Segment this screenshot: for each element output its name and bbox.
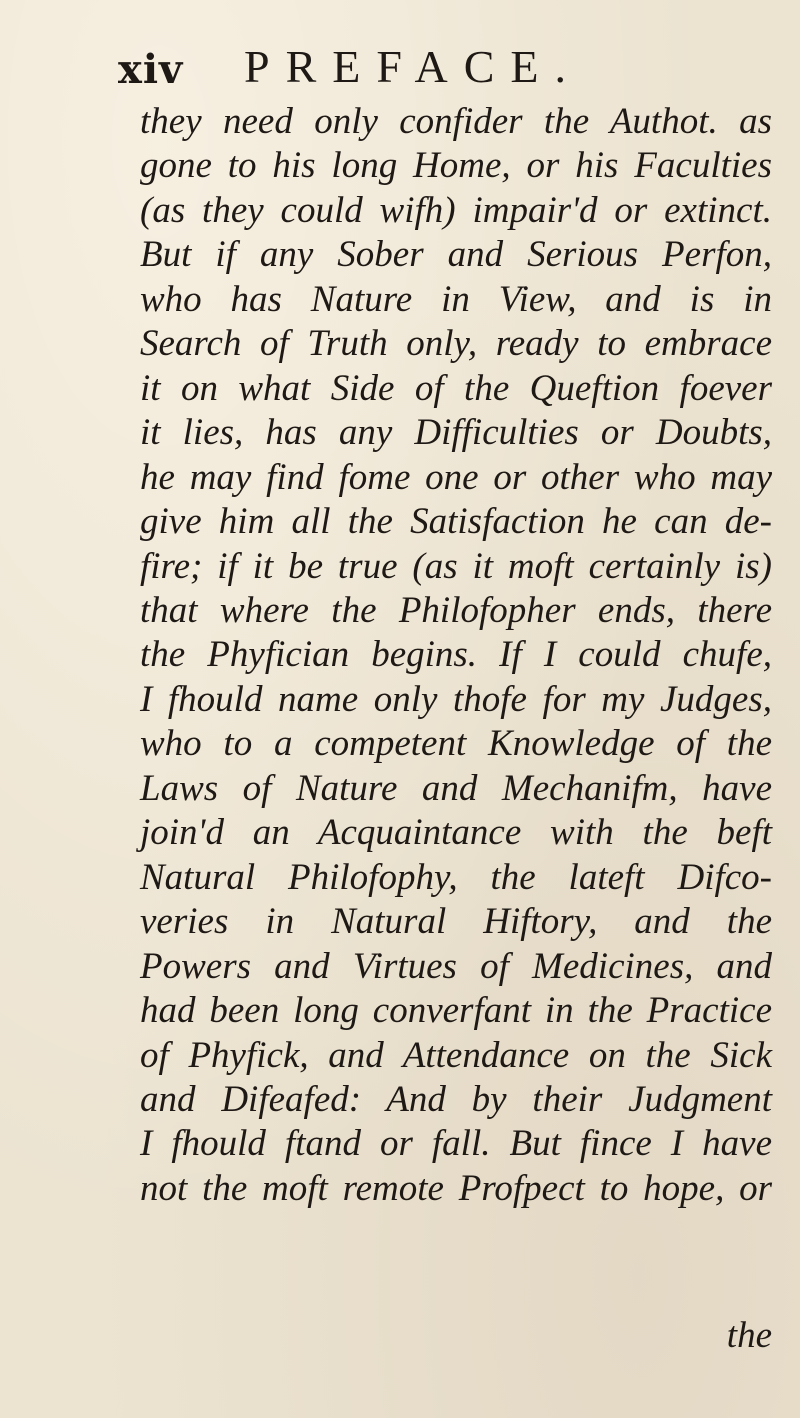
text-line: it lies, has any Difficulties or Doubts, [140, 412, 772, 454]
body-text [140, 100, 772, 1356]
text-line: it on what Side of the Queftion foever [140, 367, 772, 409]
text-line: Powers and Virtues of Medicines, and [140, 945, 772, 987]
text-line: Search of Truth only, ready to embrace [140, 323, 772, 365]
text-line: I fhould ftand or fall. But fince I have [140, 1123, 772, 1165]
text-line: and Difeafed: And by their Judgment [140, 1078, 772, 1120]
text-line: of Phyfick, and Attendance on the Sick [140, 1034, 772, 1076]
text-line: they need only confider the Authot. as [140, 101, 772, 142]
text-line: he may find fome one or other who may [140, 456, 772, 498]
text-line: join'd an Acquaintance with the beft [140, 812, 772, 854]
text-line: Laws of Nature and Mechanifm, have [140, 767, 772, 809]
text-line: the Phyfician begins. If I could chufe, [140, 634, 772, 676]
page-header [118, 40, 758, 96]
text-line: give him all the Satisfaction he can de- [140, 501, 772, 543]
catchword: the [726, 1315, 772, 1356]
text-line: gone to his long Home, or his Faculties [140, 145, 772, 187]
text-line: But if any Sober and Serious Perfon, [140, 234, 772, 276]
text-line: that where the Philofopher ends, there [140, 589, 772, 631]
text-line: veries in Natural Hiftory, and the [140, 901, 772, 943]
page-number: xiv [118, 46, 184, 93]
text-line: had been long converfant in the Practice [140, 990, 772, 1032]
text-line: not the moft remote Profpect to hope, or [140, 1167, 772, 1209]
text-line: who has Nature in View, and is in [140, 278, 772, 320]
text-line: fire; if it be true (as it moft certainly is) [140, 545, 772, 587]
text-line: I fhould name only thofe for my Judges, [140, 678, 772, 720]
text-line: Natural Philofophy, the lateft Difco- [140, 856, 772, 898]
text-line: (as they could wifh) impair'd or extinct. [140, 189, 772, 231]
text-line: who to a competent Knowledge of the [140, 723, 772, 765]
running-head: PREFACE. [244, 41, 583, 92]
